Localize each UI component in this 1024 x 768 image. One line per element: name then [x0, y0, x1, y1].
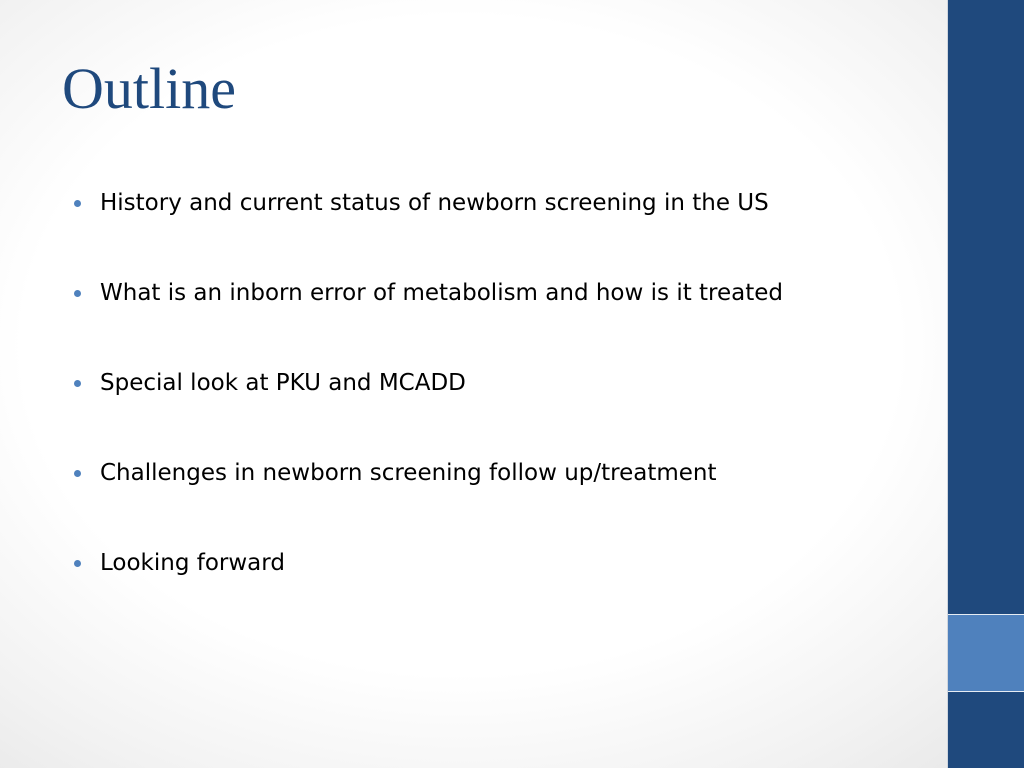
bullet-text: Looking forward: [100, 550, 285, 576]
bullet-text: What is an inborn error of metabolism and how is it treated: [100, 280, 784, 306]
bullet-item: [72, 276, 783, 366]
bullet-dot-icon: [74, 560, 81, 567]
bullet-dot-icon: [74, 380, 81, 387]
bullet-list: [72, 186, 783, 636]
side-decoration-bar: [947, 0, 1024, 768]
bullet-item: [72, 546, 783, 636]
bullet-item: [72, 366, 783, 456]
slide-title: Outline: [62, 56, 236, 121]
bullet-dot-icon: [74, 470, 81, 477]
bullet-item: [72, 186, 783, 276]
side-accent-block: [948, 614, 1024, 692]
bullet-item: [72, 456, 783, 546]
bullet-dot-icon: [74, 200, 81, 207]
bullet-text: Special look at PKU and MCADD: [100, 370, 466, 396]
bullet-text: History and current status of newborn screening in the US: [100, 190, 769, 216]
bullet-text: Challenges in newborn screening follow up/treatment: [100, 460, 717, 486]
bullet-dot-icon: [74, 290, 81, 297]
